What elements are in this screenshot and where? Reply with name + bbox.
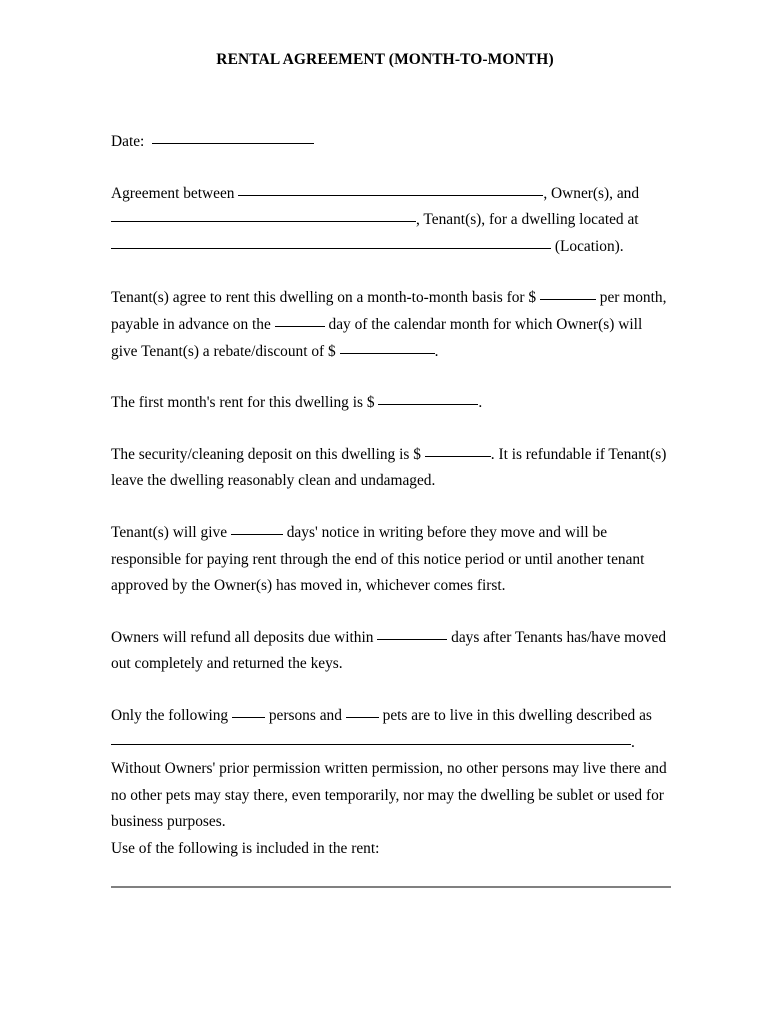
spacer (111, 417, 671, 442)
paragraph-monthly-rent (111, 285, 671, 365)
date-blank[interactable] (152, 132, 314, 144)
rent-text-4: . (434, 342, 439, 360)
location-blank[interactable] (111, 237, 551, 249)
deposit-text-2: . It is refundable if Tenant(s) leave the dwelling reasonably clean and undamaged. (111, 445, 667, 490)
tenant-name-blank[interactable] (111, 210, 416, 222)
refund-days-blank[interactable] (377, 628, 447, 640)
spacer (111, 678, 671, 703)
refund-text-2: days after Tenants has/have moved out completely and returned the keys. (111, 628, 667, 673)
agreement-intro-text-2: , Owner(s), and (543, 184, 640, 202)
owner-name-blank[interactable] (238, 184, 543, 196)
included-text: Use of the following is included in the rent: (111, 839, 380, 857)
notice-text-2: days' notice in writing before they move and will be responsible for paying rent through the end of this notice period or until another tenant approved by the Owner(s) has moved in, whichever comes first. (111, 523, 645, 595)
rent-text-2: per month, payable in advance on the (111, 289, 667, 333)
paragraph-deposit-refund (111, 625, 671, 678)
paragraph-date (111, 129, 671, 156)
occupants-text-1: Only the following (111, 706, 232, 724)
paragraph-notice-period (111, 520, 671, 600)
first-month-text-1: The first month's rent for this dwelling is $ (111, 394, 379, 412)
dwelling-description-blank[interactable] (111, 732, 631, 744)
paragraph-agreement-parties (111, 181, 671, 261)
paragraph-restrictions (111, 756, 671, 836)
occupants-text-2: persons and (264, 706, 346, 724)
deposit-text-1: The security/cleaning deposit on this dwelling is $ (111, 445, 425, 463)
notice-days-blank[interactable] (231, 523, 283, 535)
refund-text-1: Owners will refund all deposits due within (111, 628, 378, 646)
pets-count-blank[interactable] (346, 706, 379, 718)
agreement-intro-text-3: , Tenant(s), for a dwelling located at (416, 211, 639, 229)
notice-text-1: Tenant(s) will give (111, 523, 231, 541)
monthly-rent-blank[interactable] (540, 288, 596, 300)
first-month-text-2: . (478, 394, 483, 412)
rent-text-1: Tenant(s) agree to rent this dwelling on a month-to-month basis for $ (111, 289, 540, 307)
persons-count-blank[interactable] (232, 706, 265, 718)
occupants-text-4: . (631, 733, 635, 751)
due-day-blank[interactable] (275, 315, 325, 327)
rent-text-3: day of the calendar month for which Owner(s) will give Tenant(s) a rebate/discount of $ (111, 315, 643, 360)
paragraph-included-in-rent (111, 836, 671, 863)
spacer (111, 365, 671, 390)
first-month-rent-blank[interactable] (378, 393, 478, 405)
bottom-divider (111, 886, 671, 888)
page-title: RENTAL AGREEMENT (MONTH-TO-MONTH) (216, 51, 554, 68)
spacer (111, 156, 671, 181)
spacer (111, 600, 671, 625)
spacer (111, 495, 671, 520)
spacer (111, 260, 671, 285)
paragraph-first-month-rent (111, 390, 671, 417)
date-label: Date: (111, 133, 145, 150)
paragraph-occupants (111, 703, 671, 730)
document-body (111, 129, 671, 862)
deposit-amount-blank[interactable] (425, 445, 491, 457)
occupants-text-3: pets are to live in this dwelling described as (378, 706, 652, 724)
rebate-amount-blank[interactable] (340, 341, 435, 353)
agreement-intro-text-1: Agreement between (111, 184, 239, 202)
agreement-intro-text-4: (Location). (551, 237, 624, 255)
dwelling-description-line (111, 730, 671, 757)
paragraph-security-deposit (111, 442, 671, 495)
restrictions-text: Without Owners' prior permission written permission, no other persons may live there and no other pets may stay there, even temporarily, nor may the dwelling be sublet or used for business purposes. (111, 760, 667, 831)
